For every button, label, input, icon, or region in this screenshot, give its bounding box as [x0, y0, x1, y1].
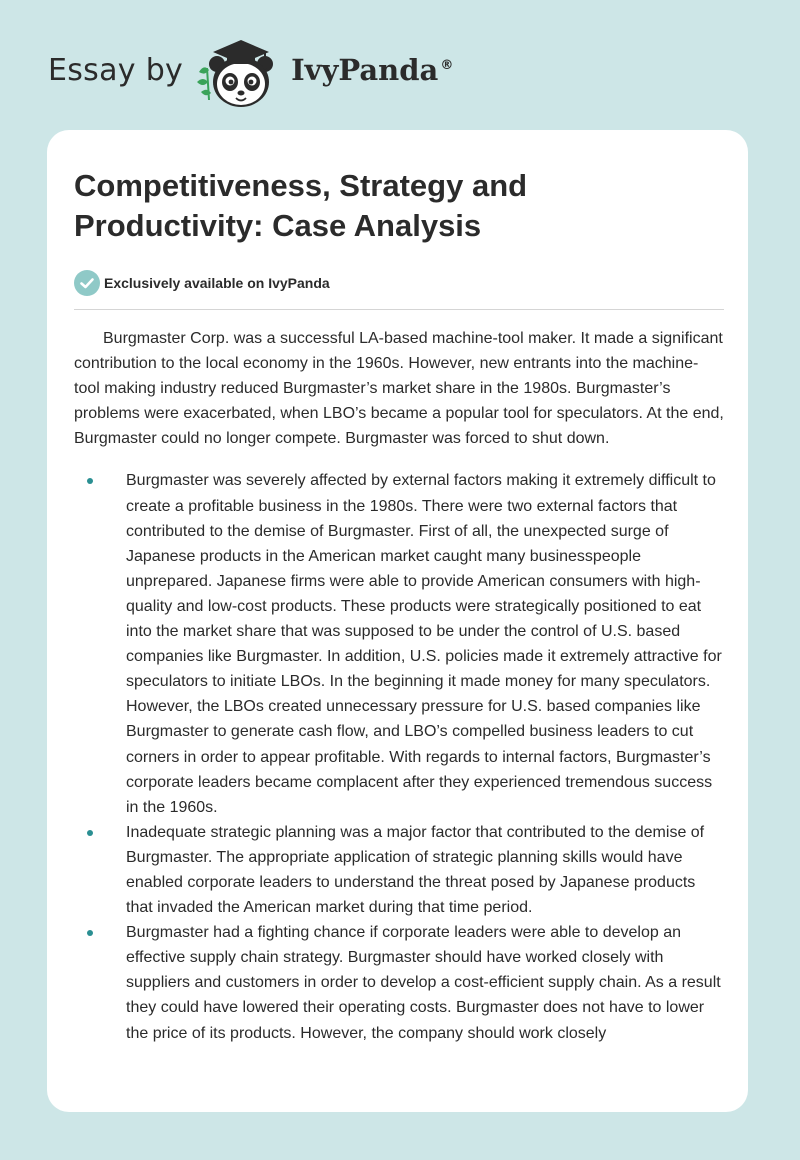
exclusive-badge-text: Exclusively available on IvyPanda — [104, 275, 330, 291]
essay-by-label: Essay by — [48, 52, 184, 88]
bullet-text: Inadequate strategic planning was a major factor that contributed to the demise of Burgmaster. The appropriate application of strategic planning skills would have enabled corporate leaders to understand the threat posed by Japanese products that invaded the American market during that time period. — [126, 823, 705, 917]
intro-paragraph: Burgmaster Corp. was a successful LA-based machine-tool maker. It made a significant contribution to the local economy in the 1960s. However, new entrants into the machine-tool making industry reduced Burgmaster’s market share in the 1980s. Burgmaster’s problems were exacerbated, when LBO’s became a popular tool for speculators. At the end, Burgmaster could no longer compete. Burgmaster was forced to shut down. — [74, 330, 724, 448]
page-title: Competitiveness, Strategy and Productivity: Case Analysis — [74, 168, 528, 243]
registered-mark: ® — [440, 58, 454, 74]
divider — [74, 309, 724, 310]
site-header — [48, 30, 453, 110]
essay-card — [47, 130, 748, 1112]
bullet-item — [74, 920, 724, 1045]
bullet-item — [74, 468, 724, 819]
bullet-list — [74, 468, 724, 1045]
brand-name[interactable]: IvyPanda ® — [291, 53, 454, 87]
bullet-item — [74, 820, 724, 920]
exclusive-badge — [74, 270, 721, 296]
bullet-text: Burgmaster was severely affected by external factors making it extremely difficult to create a profitable business in the 1980s. There were two external factors that contributed to the demise of Burgmaster. First of all, the unexpected surge of Japanese products in the American market caught many businesspeople unprepared. Japanese firms were able to provide American consumers with high-quality and low-cost products. These products were strategically positioned to eat into the market share that was supposed to be under the control of U.S. based companies like Burgmaster. In addition, U.S. policies made it extremely attractive for speculators to initiate LBOs. In the beginning it made money for many speculators. However, the LBOs created unnecessary pressure for U.S. based companies like Burgmaster to generate cash flow, and LBO’s compelled business leaders to cut corners in order to appear profitable. With regards to internal factors, Burgmaster’s corporate leaders became complacent after they experienced tremendous success in the 1960s. — [126, 472, 722, 816]
check-circle-icon — [74, 270, 100, 296]
bullet-dot — [87, 830, 93, 836]
bullet-dot — [87, 930, 93, 936]
panda-graduate-logo-icon[interactable] — [193, 30, 289, 110]
bullet-dot — [87, 478, 93, 484]
bullet-text: Burgmaster had a fighting chance if corporate leaders were able to develop an effective supply chain strategy. Burgmaster should have worked closely with suppliers and customers in order to develop a cost-efficient supply chain. As a result they could have lowered their operating costs. Burgmaster does not have to lower the price of its products. However, the company should work closely — [126, 924, 721, 1042]
